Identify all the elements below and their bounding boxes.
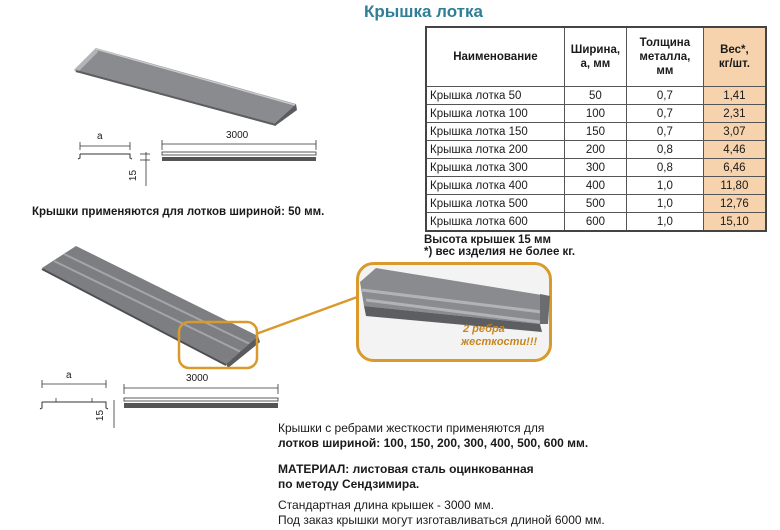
cell-name: Крышка лотка 300 [426,159,564,177]
cell-name: Крышка лотка 500 [426,195,564,213]
table-row [426,123,766,141]
cell-weight: 2,31 [703,105,766,123]
cell-thickness: 0,7 [626,123,703,141]
cell-weight: 4,46 [703,141,766,159]
cell-thickness: 0,8 [626,141,703,159]
cover-illustration-top [70,40,300,126]
dim-height-bottom: 15 [95,409,107,422]
dim-height-top: 15 [128,169,140,182]
table-row [426,177,766,195]
cell-width: 100 [564,105,626,123]
col-header-thickness: Толщина металла, мм [626,27,703,87]
weight-note: *) вес изделия не более кг. [424,246,576,258]
cell-width: 400 [564,177,626,195]
page-title: Крышка лотка [364,2,483,21]
cell-name: Крышка лотка 600 [426,213,564,232]
cell-thickness: 0,7 [626,105,703,123]
cell-weight: 15,10 [703,213,766,232]
table-header-row [426,27,766,87]
cell-name: Крышка лотка 100 [426,105,564,123]
spec-table [425,26,767,232]
cell-name: Крышка лотка 200 [426,141,564,159]
cell-weight: 3,07 [703,123,766,141]
cell-width: 300 [564,159,626,177]
cell-weight: 12,76 [703,195,766,213]
cover-illustration-bottom [36,240,266,370]
length-drawing-top [158,140,320,170]
col-header-weight: Вес*, кг/шт. [703,27,766,87]
table-row [426,195,766,213]
cell-name: Крышка лотка 50 [426,87,564,105]
callout-text: 2 ребра жесткости!!! [461,323,538,348]
cell-weight: 11,80 [703,177,766,195]
col-header-width: Ширина, a, мм [564,27,626,87]
cell-thickness: 1,0 [626,177,703,195]
table-row [426,213,766,232]
cell-weight: 6,46 [703,159,766,177]
dim-a-bottom: a [66,370,72,381]
cell-thickness: 0,7 [626,87,703,105]
material-note: МАТЕРИАЛ: листовая сталь оцинкованная по методу Сендзимира. [278,462,534,491]
cell-width: 200 [564,141,626,159]
length-note: Стандартная длина крышек - 3000 мм. Под заказ крышки могут изготавливаться длиной 6000 мм. [278,498,605,527]
cell-width: 50 [564,87,626,105]
profile-drawing-bottom [34,378,124,430]
dim-a-top: a [97,131,103,142]
profile-drawing-top [70,128,160,190]
cell-name: Крышка лотка 400 [426,177,564,195]
table-row [426,105,766,123]
table-row [426,159,766,177]
table-row [426,141,766,159]
cell-width: 150 [564,123,626,141]
length-drawing-bottom [120,384,282,414]
cell-weight: 1,41 [703,87,766,105]
cell-width: 600 [564,213,626,232]
dim-length-top: 3000 [226,130,249,141]
cell-width: 500 [564,195,626,213]
callout-connector [254,290,364,340]
table-row [426,87,766,105]
col-header-name: Наименование [426,27,564,87]
dim-length-bottom: 3000 [186,373,209,384]
height-note: Высота крышек 15 мм [424,234,552,246]
cell-thickness: 1,0 [626,195,703,213]
cell-thickness: 0,8 [626,159,703,177]
ribbed-covers-note: Крышки с ребрами жесткости применяются для лотков шириной: 100, 150, 200, 300, 400, 500, 600 мм. [278,421,589,450]
caption-top: Крышки применяются для лотков шириной: 50 мм. [32,206,325,218]
cell-thickness: 1,0 [626,213,703,232]
cell-name: Крышка лотка 150 [426,123,564,141]
